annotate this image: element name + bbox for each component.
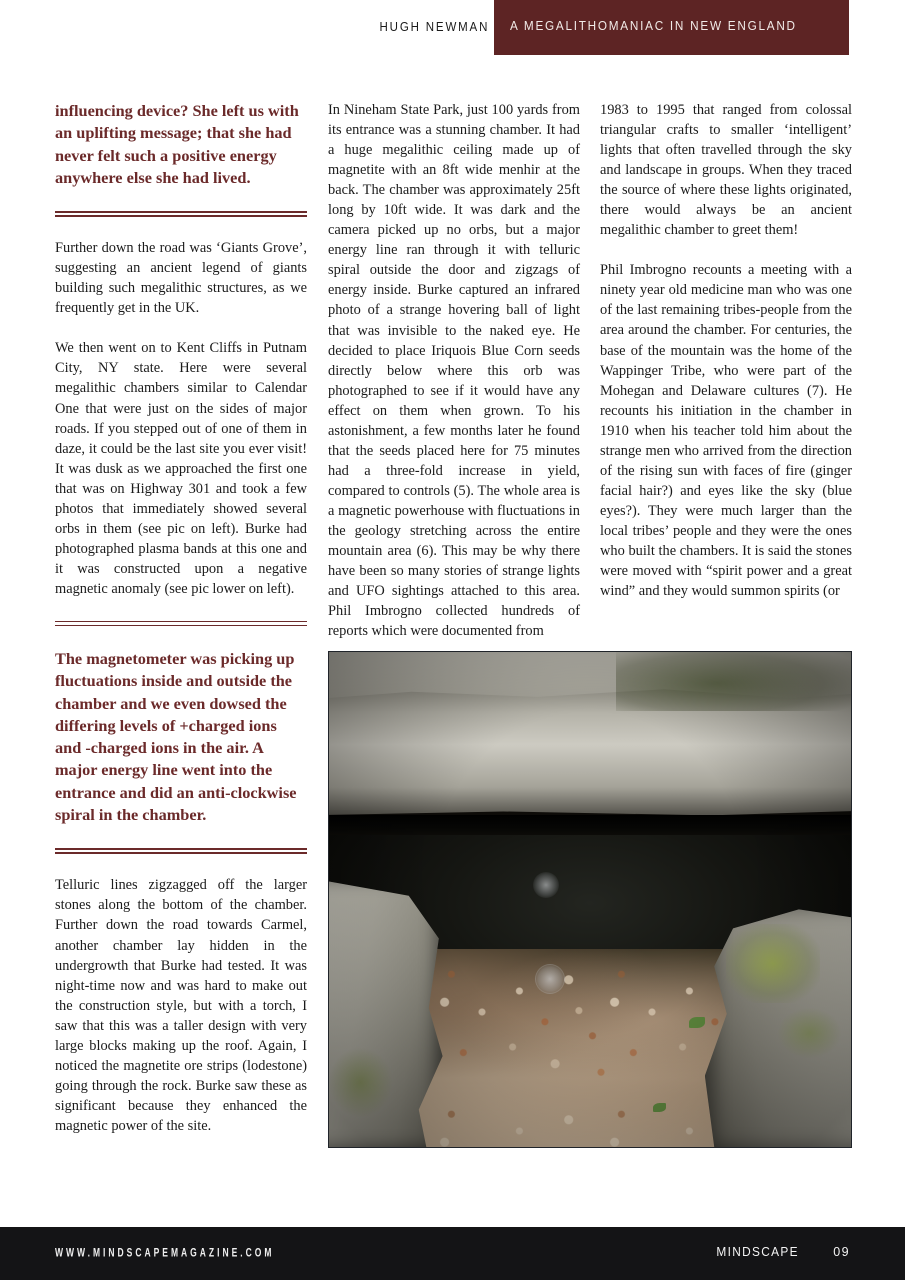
column-left — [55, 100, 307, 1136]
photo-moss-patch — [778, 1008, 841, 1058]
footer-magazine-name: MINDSCAPE — [716, 1245, 799, 1259]
photo-orb — [533, 872, 559, 898]
photo-moss-patch — [616, 651, 852, 711]
header-title-bar — [494, 0, 849, 55]
paragraph: Telluric lines zigzagged off the larger stones along the bottom of the chamber. Further down the road towards Carmel, another chamber lay hidden in the undergrowth that Burke had tested. It was night-time now and was hard to make out the construction style, but with a torch, I saw that this was a taller design with very large blocks making up the roof. Again, I noticed the magnetite ore strips (lodestone) going through the rock. Burke saw these as significant because they enhanced the magnetic power of the site. — [55, 877, 307, 1134]
column-middle — [328, 100, 580, 641]
divider-rule — [55, 848, 307, 853]
footer-website-url[interactable]: WWW.MINDSCAPEMAGAZINE.COM — [55, 1244, 275, 1260]
photo-canvas — [329, 652, 851, 1147]
paragraph: In Nineham State Park, just 100 yards from its entrance was a stunning chamber. It had a huge megalithic ceiling made up of magnetite with an 8ft wide menhir at the back. The chamber was approximately 25ft long by 10ft wide. It was dark and the camera picked up no orbs, but a major energy line ran through it with telluric spiral outside the door and zigzags of energy inside. Burke captured an infrared photo of a strange hovering ball of light that was invisible to the naked eye. He decided to place Iriquois Blue Corn seeds directly below where this orb was photographed to see if it would have any effect on them when grown. To his astonishment, a few months later he found that the seeds placed here for 75 minutes had a three-fold increase in yield, compared to controls (5). The whole area is a magnetic powerhouse with fluctuations in the geology stretching across the entire mountain area (6). This may be why there have been so many stories of strange lights and UFO sightings attached to this area. Phil Imbrogno collected hundreds of reports which were documented from — [328, 102, 580, 640]
article-title: A MEGALITHOMANIAC IN NEW ENGLAND — [510, 19, 797, 33]
divider-rule — [55, 211, 307, 216]
paragraph: Phil Imbrogno recounts a meeting with a ninety year old medicine man who was one of the last remaining tribes-people from the area around the chamber. For centuries, the base of the mountain was the home of the Wappinger Tribe, who were part of the Mohegan and Delaware cultures (7). He recounts his initiation in the chamber in 1910 when his teacher told him about the strange men who arrived from the direction of the rising sun with faces of fire (ginger facial hair?) and eyes like the sky (blue eyes?). They were much larger than the local tribes’ people and they were the ones who built the chambers. It is said the stones were moved with “spirit power and a great wind” and they would summon spirits (or — [600, 262, 852, 600]
page-header — [0, 0, 905, 55]
photo-orb — [535, 964, 565, 994]
page-footer — [0, 1227, 905, 1280]
chamber-photograph — [328, 651, 852, 1148]
column-right — [600, 100, 852, 601]
header-author-name: HUGH NEWMAN — [379, 20, 489, 34]
paragraph: 1983 to 1995 that ranged from colossal triangular crafts to smaller ‘intelligent’ lights that often travelled through the sky and landscape in groups. When they traced the source of where these lights originated, there would always be an ancient megalithic chamber to greet them! — [600, 102, 852, 239]
pullquote-second: The magnetometer was picking up fluctuations inside and outside the chamber and we even dowsed the differing levels of +charged ions and -charged ions in the air. A major energy line went into the entrance and did an anti-clockwise spiral in the chamber. — [55, 648, 297, 825]
pullquote-first: influencing device? She left us with an uplifting message; that she had never felt such a positive energy anywhere else she had lived. — [55, 101, 299, 187]
photo-moss-patch — [329, 1048, 392, 1117]
divider-rule — [55, 621, 307, 626]
photo-moss-patch — [726, 924, 820, 1003]
paragraph: Further down the road was ‘Giants Grove’, suggesting an ancient legend of giants building such megalithic structures, as we frequently get in the UK. — [55, 240, 307, 317]
paragraph: We then went on to Kent Cliffs in Putnam City, NY state. Here were several megalithic chambers similar to Calendar One that were just on the sides of major roads. If you stepped out of one of them in daze, it could be the last site you ever visit! It was dusk as we approached the first one that was on Highway 301 and took a few photos that immediately showed several orbs in them (see pic on left). Burke had photographed plasma bands at this one and it was constructed upon a negative magnetic anomaly (see pic lower on left). — [55, 340, 307, 597]
photo-chamber-opening-shadow — [329, 815, 851, 835]
footer-page-number: 09 — [833, 1245, 850, 1259]
